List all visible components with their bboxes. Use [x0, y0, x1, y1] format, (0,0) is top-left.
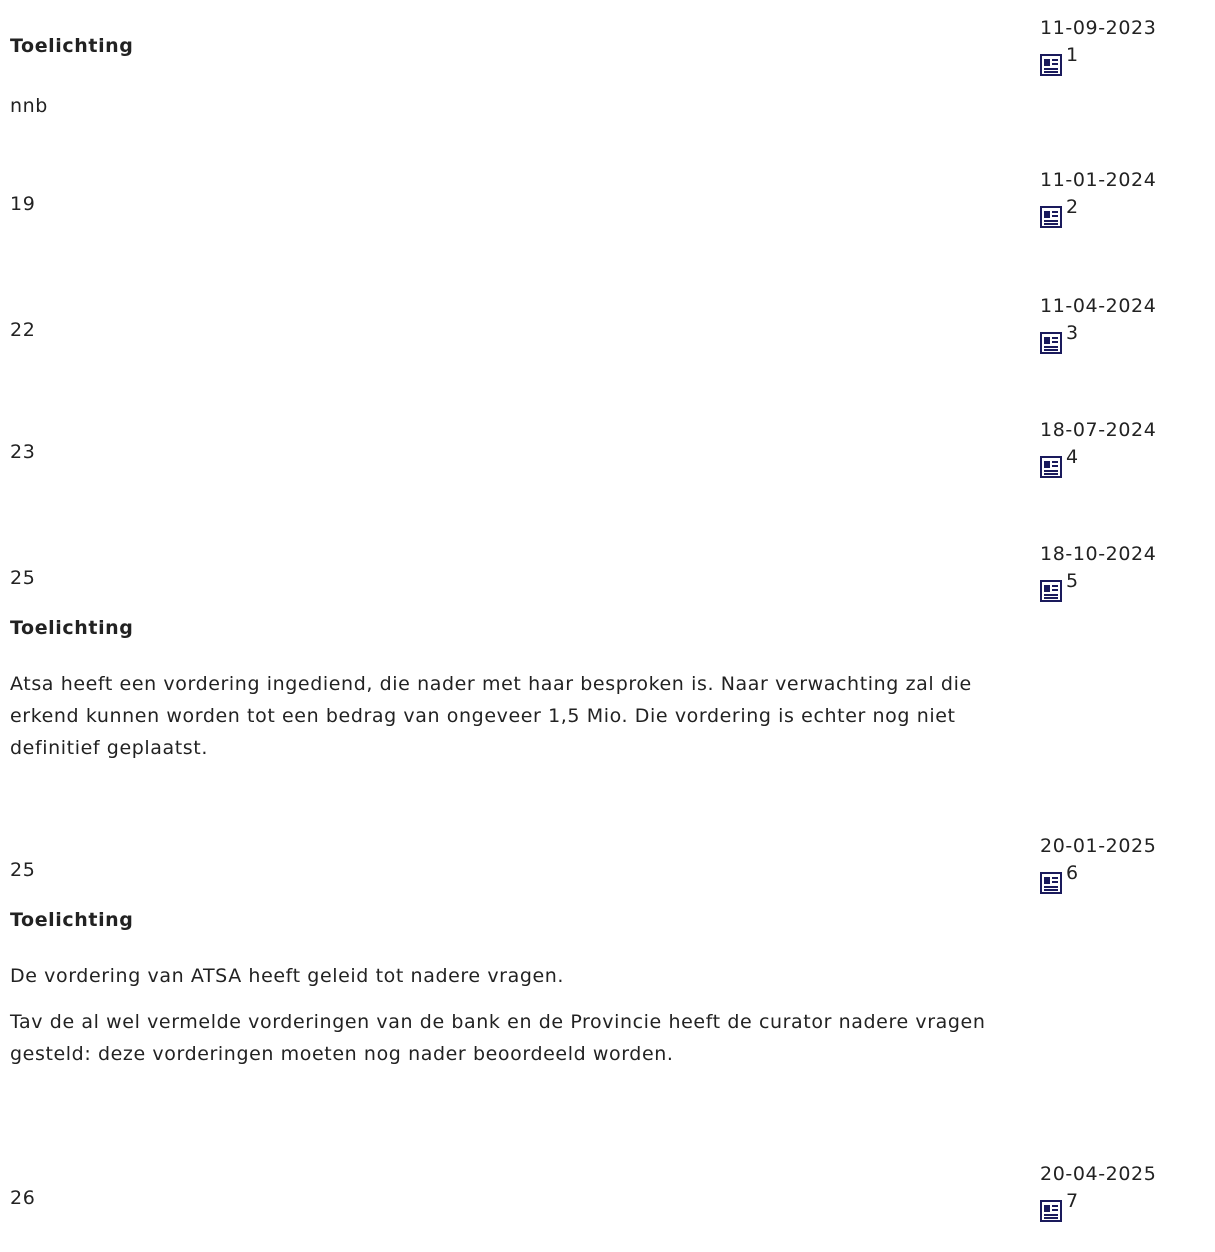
report-date: 20-01-2025: [1040, 835, 1157, 857]
report-document-icon: [1040, 580, 1062, 602]
entry-2-main: [10, 190, 990, 218]
report-date: 18-10-2024: [1040, 543, 1157, 565]
toelichting-text: Atsa heeft een vordering ingediend, die nader met haar besproken is. Naar verwachting zal die erkend kunnen worden tot een bedrag van ongeveer 1,5 Mio. Die vordering is echter nog niet definitief geplaatst.: [10, 673, 972, 759]
creditor-count-value: 19: [10, 193, 36, 215]
report-number[interactable]: 1: [1066, 44, 1079, 66]
report-link-1[interactable]: [1040, 44, 1210, 76]
report-number[interactable]: 6: [1066, 862, 1079, 884]
report-number[interactable]: 3: [1066, 322, 1079, 344]
toelichting-heading: Toelichting: [10, 617, 134, 639]
report-document-icon: [1040, 872, 1062, 894]
creditor-count-value: 25: [10, 859, 36, 881]
creditor-count-value: 26: [10, 1187, 36, 1209]
entry-7-side: [1040, 1160, 1210, 1222]
toelichting-text: De vordering van ATSA heeft geleid tot nadere vragen.: [10, 965, 565, 987]
report-link-6[interactable]: [1040, 862, 1210, 894]
entry-4-side: [1040, 416, 1210, 478]
toelichting-text: Tav de al wel vermelde vorderingen van de bank en de Provincie heeft de curator nadere vragen gesteld: deze vorderingen moeten nog nader beoordeeld worden.: [10, 1011, 986, 1065]
entry-1-main: [10, 32, 990, 122]
report-date: 11-01-2024: [1040, 169, 1157, 191]
creditor-count-value: 25: [10, 567, 36, 589]
entry-1-side: [1040, 14, 1210, 76]
report-date: 20-04-2025: [1040, 1163, 1157, 1185]
entry-3-side: [1040, 292, 1210, 354]
report-document-icon: [1040, 1200, 1062, 1222]
report-number[interactable]: 2: [1066, 196, 1079, 218]
report-link-2[interactable]: [1040, 196, 1210, 228]
entry-6-side: [1040, 832, 1210, 894]
report-document-icon: [1040, 54, 1062, 76]
report-link-4[interactable]: [1040, 446, 1210, 478]
report-date: 18-07-2024: [1040, 419, 1157, 441]
report-document-icon: [1040, 206, 1062, 228]
toelichting-heading: Toelichting: [10, 909, 134, 931]
toelichting-heading: Toelichting: [10, 35, 134, 57]
report-link-7[interactable]: [1040, 1190, 1210, 1222]
report-link-5[interactable]: [1040, 570, 1210, 602]
creditor-count-value: 22: [10, 319, 36, 341]
report-number[interactable]: 7: [1066, 1190, 1079, 1212]
entry-2-side: [1040, 166, 1210, 228]
report-link-3[interactable]: [1040, 322, 1210, 354]
entry-4-main: [10, 438, 990, 466]
creditor-count-value: 23: [10, 441, 36, 463]
entry-5-side: [1040, 540, 1210, 602]
entry-7-main: [10, 1184, 990, 1212]
report-number[interactable]: 4: [1066, 446, 1079, 468]
entry-3-main: [10, 316, 990, 344]
report-document-icon: [1040, 332, 1062, 354]
toelichting-text: nnb: [10, 95, 48, 117]
entry-5-main: [10, 564, 990, 764]
report-number[interactable]: 5: [1066, 570, 1079, 592]
report-date: 11-04-2024: [1040, 295, 1157, 317]
report-document-icon: [1040, 456, 1062, 478]
entry-6-main: [10, 856, 990, 1070]
report-date: 11-09-2023: [1040, 17, 1157, 39]
